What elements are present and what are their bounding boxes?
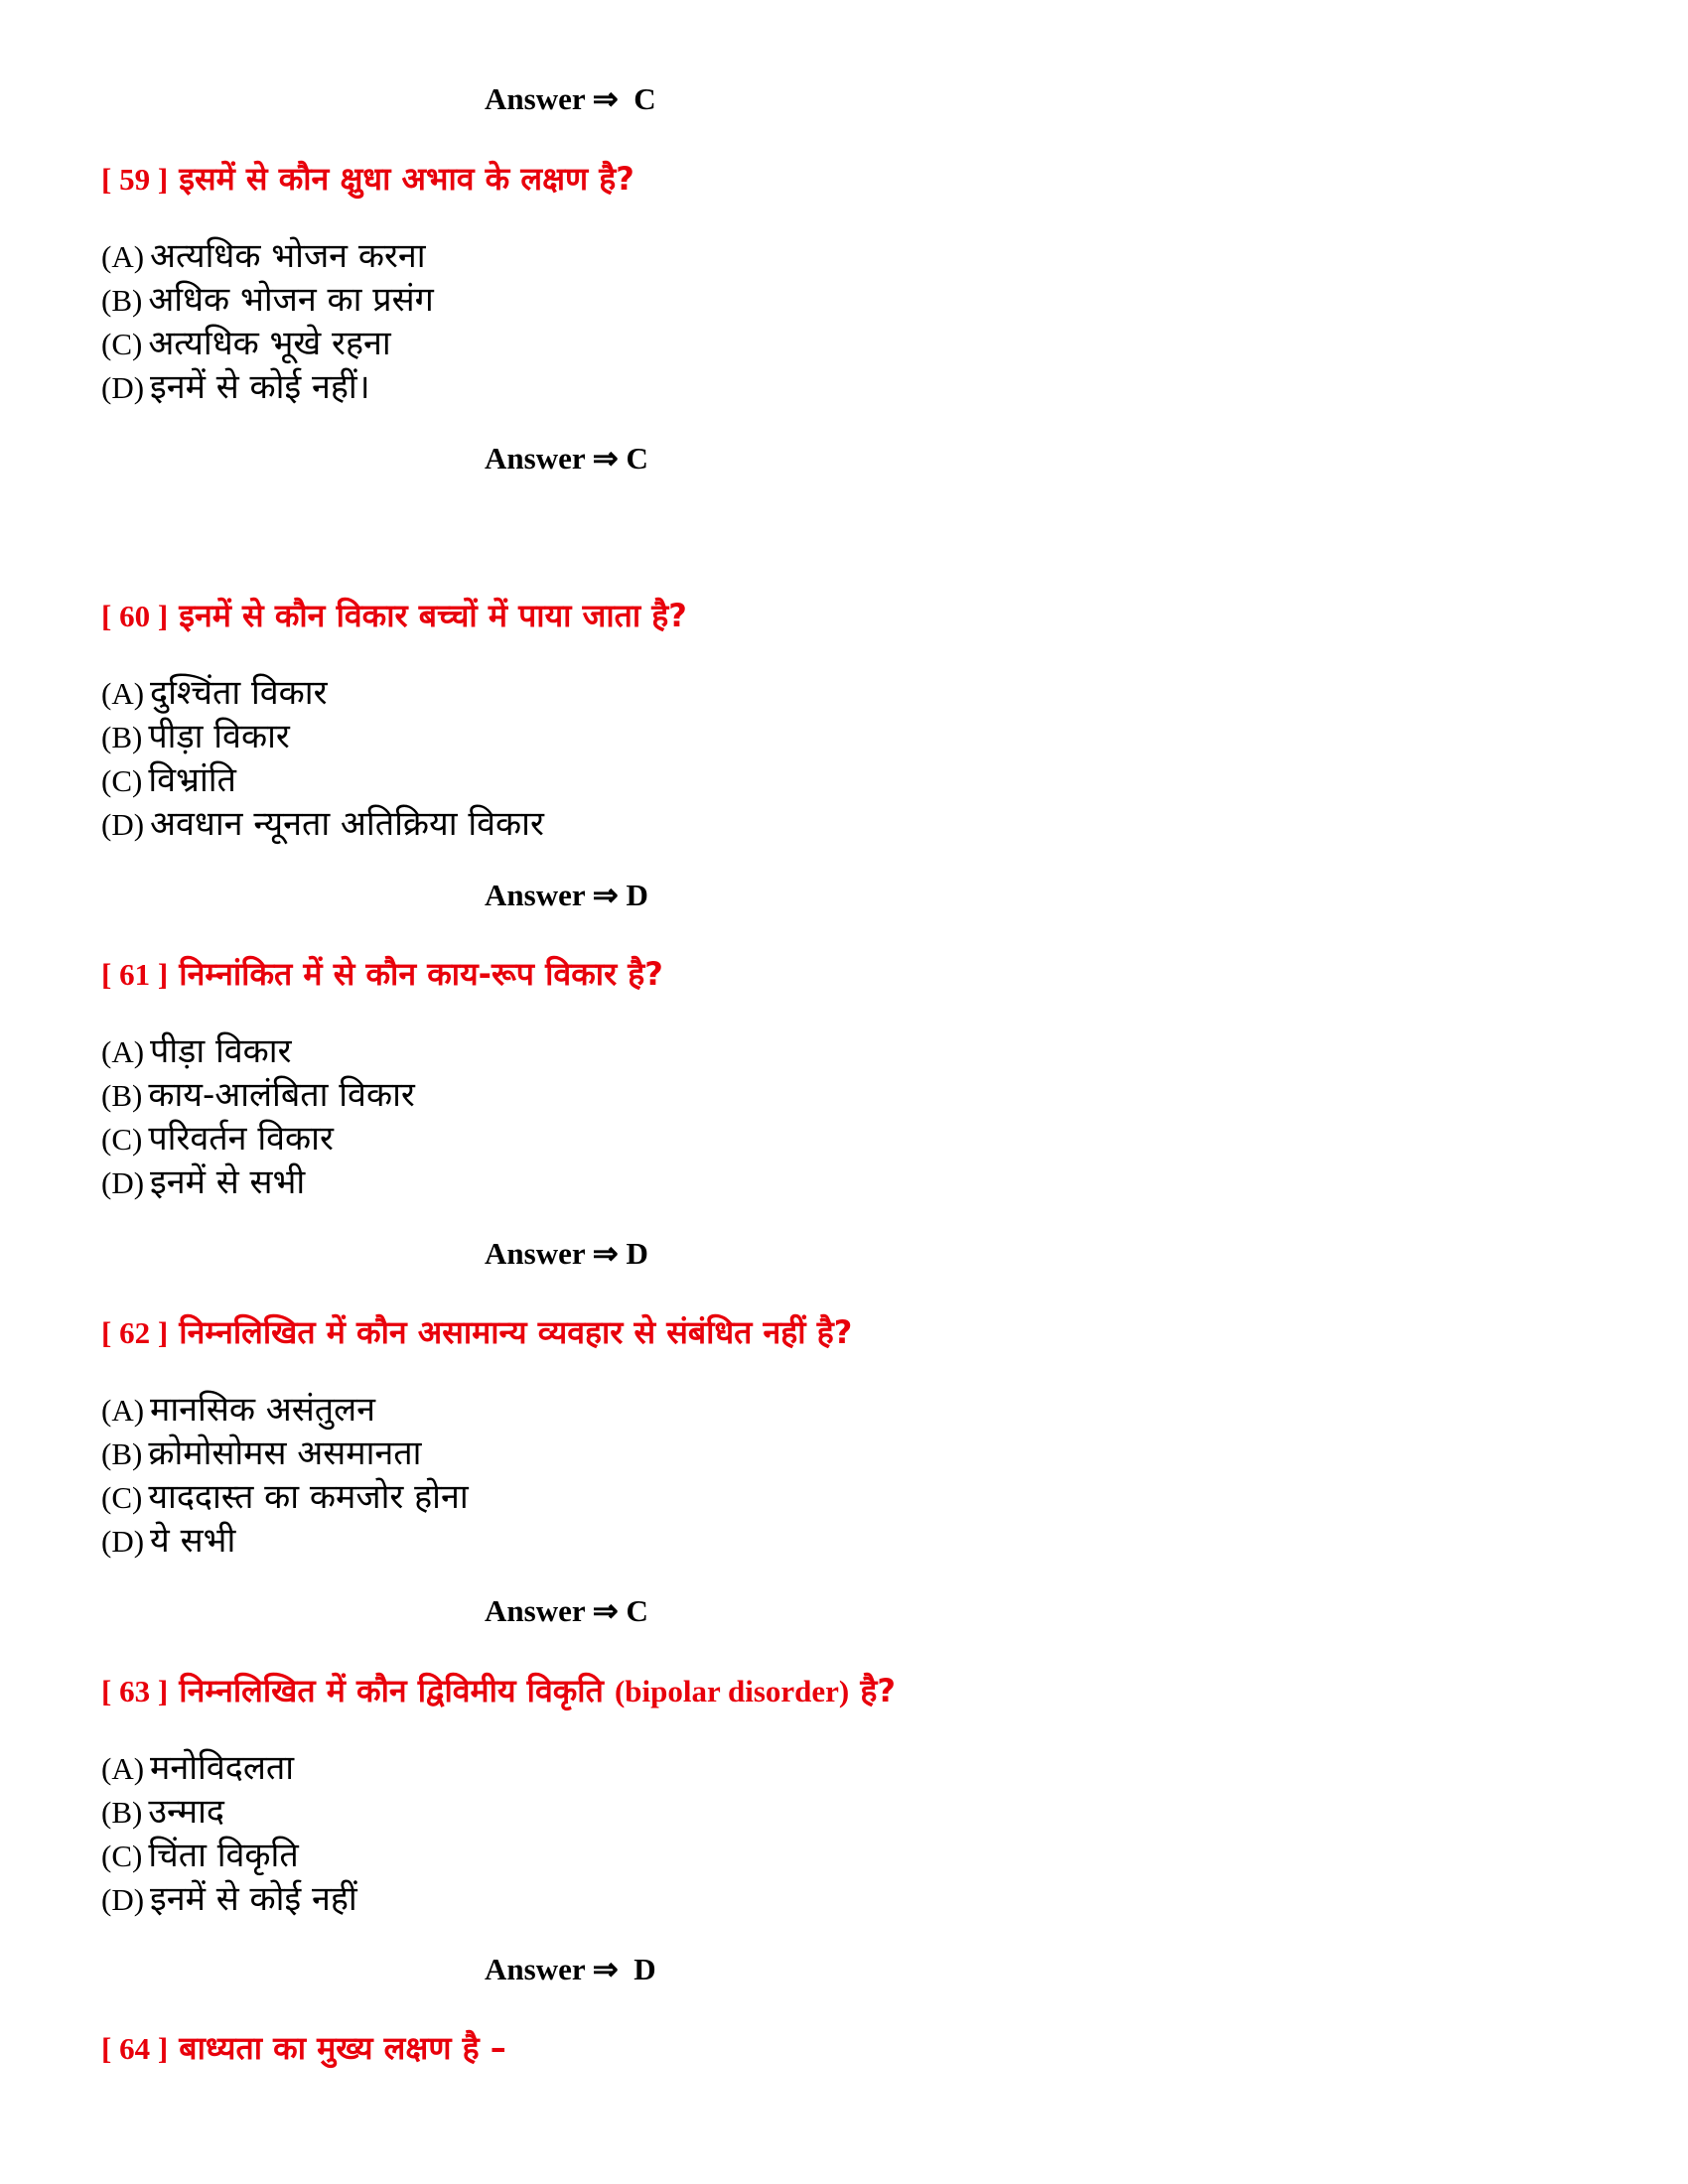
- option-d: (D) ये सभी: [101, 1521, 236, 1561]
- option-a: (A) पीड़ा विकार: [101, 1031, 292, 1071]
- answer-59: Answer ⇒ C: [485, 441, 648, 476]
- question-number: [ 63 ]: [101, 1674, 169, 1708]
- answer-63: Answer ⇒ D: [485, 1952, 656, 1986]
- options-61: [101, 1029, 415, 1204]
- question-text-end: है?: [860, 1672, 896, 1709]
- options-59: [101, 234, 434, 409]
- question-number: [ 61 ]: [101, 957, 169, 992]
- options-63: [101, 1746, 357, 1921]
- option-d: (D) इनमें से कोई नहीं: [101, 1879, 357, 1919]
- question-number: [ 60 ]: [101, 599, 169, 633]
- answer-previous: Answer ⇒ C: [485, 81, 656, 116]
- options-60: [101, 671, 544, 846]
- question-text: बाध्यता का मुख्य लक्षण है –: [179, 2029, 506, 2067]
- option-a: (A) अत्यधिक भोजन करना: [101, 236, 426, 276]
- question-59: [101, 157, 634, 202]
- question-text: इसमें से कौन क्षुधा अभाव के लक्षण है?: [179, 160, 634, 198]
- question-62: [101, 1310, 852, 1355]
- question-text: निम्नलिखित में कौन द्विविमीय विकृति: [179, 1672, 604, 1709]
- option-c: (C) अत्यधिक भूखे रहना: [101, 324, 391, 363]
- option-b: (B) क्रोमोसोमस असमानता: [101, 1433, 422, 1473]
- question-text: इनमें से कौन विकार बच्चों में पाया जाता है?: [179, 597, 687, 634]
- question-60: [101, 594, 687, 638]
- question-text-english: (bipolar disorder): [614, 1674, 850, 1708]
- options-62: [101, 1388, 469, 1563]
- option-a: (A) दुश्चिंता विकार: [101, 673, 328, 713]
- question-63: [101, 1669, 896, 1713]
- option-b: (B) उन्माद: [101, 1792, 224, 1832]
- answer-62: Answer ⇒ C: [485, 1593, 648, 1628]
- question-number: [ 64 ]: [101, 2031, 169, 2066]
- question-text: निम्नांकित में से कौन काय-रूप विकार है?: [179, 955, 663, 993]
- answer-61: Answer ⇒ D: [485, 1236, 648, 1271]
- question-61: [101, 952, 663, 997]
- question-text: निम्नलिखित में कौन असामान्य व्यवहार से संबंधित नहीं है?: [179, 1313, 853, 1351]
- option-d: (D) इनमें से कोई नहीं।: [101, 367, 370, 407]
- option-a: (A) मानसिक असंतुलन: [101, 1390, 376, 1430]
- option-d: (D) अवधान न्यूनता अतिक्रिया विकार: [101, 804, 544, 844]
- option-c: (C) चिंता विकृति: [101, 1836, 299, 1875]
- option-b: (B) अधिक भोजन का प्रसंग: [101, 280, 434, 320]
- option-b: (B) पीड़ा विकार: [101, 717, 290, 756]
- option-a: (A) मनोविदलता: [101, 1748, 295, 1788]
- option-d: (D) इनमें से सभी: [101, 1162, 306, 1202]
- option-c: (C) याददास्त का कमजोर होना: [101, 1477, 469, 1517]
- option-c: (C) विभ्रांति: [101, 760, 236, 800]
- question-number: [ 62 ]: [101, 1315, 169, 1350]
- question-64: [101, 2026, 506, 2071]
- answer-60: Answer ⇒ D: [485, 878, 648, 912]
- question-number: [ 59 ]: [101, 162, 169, 197]
- option-c: (C) परिवर्तन विकार: [101, 1119, 334, 1159]
- option-b: (B) काय-आलंबिता विकार: [101, 1075, 415, 1115]
